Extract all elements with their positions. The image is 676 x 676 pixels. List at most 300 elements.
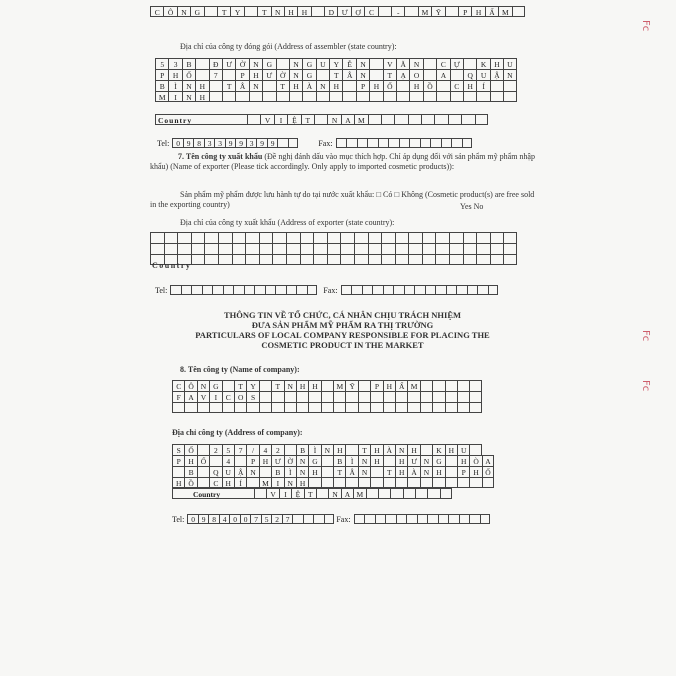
grid-cell [354, 254, 368, 265]
phone-digit-cell [438, 514, 449, 524]
grid-cell: Ư [407, 455, 419, 466]
grid-cell [354, 232, 368, 243]
grid-cell [378, 488, 390, 499]
grid-cell [150, 243, 164, 254]
grid-cell: Ô [184, 380, 196, 391]
grid-cell: A [436, 69, 449, 80]
phone-digit-cell: 7 [250, 514, 261, 524]
grid-cell: G [302, 69, 315, 80]
phone-digit-cell: 8 [193, 138, 204, 148]
grid-cell: V [266, 488, 278, 499]
grid-row [172, 455, 494, 466]
phone-digit-cell [388, 138, 399, 148]
grid-cell [340, 232, 354, 243]
grid-cell [490, 254, 504, 265]
phone-digit-cell: 9 [256, 138, 267, 148]
grid-cell: Ễ [342, 58, 355, 69]
grid-cell: P [172, 455, 184, 466]
grid-cell [316, 91, 329, 102]
company-fax-label: Fax: [336, 514, 351, 524]
grid-row [150, 232, 517, 243]
exporter-heading-text: (Đề nghị đánh dấu vào mục thích hợp. Chỉ áp dụng đối với sản phẩm mỹ phẩm nhập khẩu) (Name of exporter (Please tick accordingly. Only apply to imported cosmetic products)): [150, 152, 535, 171]
grid-cell [490, 80, 503, 91]
grid-cell [407, 391, 419, 402]
grid-cell [286, 243, 300, 254]
grid-cell [449, 254, 463, 265]
grid-cell: N [197, 380, 209, 391]
grid-cell: O [409, 69, 422, 80]
grid-cell: Ư [337, 6, 350, 17]
grid-cell: Â [345, 466, 357, 477]
grid-cell: A [482, 455, 494, 466]
phone-digit-cell [462, 138, 473, 148]
exporter-heading-number: 7. Tên công ty xuất khẩu [178, 152, 263, 161]
grid-cell [369, 69, 382, 80]
grid-cell: Ờ [235, 58, 248, 69]
grid-cell [390, 488, 402, 499]
grid-cell: H [369, 80, 382, 91]
grid-cell [381, 243, 395, 254]
grid-cell [420, 444, 432, 455]
grid-cell [345, 391, 357, 402]
grid-cell: H [457, 455, 469, 466]
grid-cell: - [391, 6, 404, 17]
grid-row [155, 91, 517, 102]
local-heading-line-4: COSMETIC PRODUCT IN THE MARKET [261, 340, 424, 350]
assembler-address-label: Địa chỉ của công ty đóng gói (Address of assembler (state country): [180, 42, 397, 51]
phone-digit-cell [399, 138, 410, 148]
grid-cell [234, 455, 246, 466]
grid-cell [370, 477, 382, 488]
grid-cell: N [356, 69, 369, 80]
grid-cell [313, 232, 327, 243]
grid-cell: Ố [182, 69, 195, 80]
grid-cell: I [168, 91, 181, 102]
phone-digit-cell [435, 285, 446, 295]
grid-cell: T [358, 444, 370, 455]
grid-cell: H [297, 6, 310, 17]
assembler-fax-label: Fax: [318, 138, 333, 148]
grid-cell: H [222, 477, 234, 488]
grid-cell: H [195, 80, 208, 91]
grid-cell: H [284, 6, 297, 17]
grid-cell: Ờ [284, 455, 296, 466]
phone-digit-cell [336, 138, 347, 148]
phone-digit-cell [417, 514, 428, 524]
grid-cell: A [341, 114, 354, 125]
grid-cell: T [271, 380, 283, 391]
grid-cell: N [296, 466, 308, 477]
phone-digit-cell: 3 [214, 138, 225, 148]
grid-cell: D [324, 6, 337, 17]
grid-cell: H [249, 69, 262, 80]
grid-cell: H [445, 444, 457, 455]
grid-cell [408, 243, 422, 254]
phone-digit-cell: 2 [271, 514, 282, 524]
grid-cell: N [177, 6, 190, 17]
phone-digit-cell [254, 285, 265, 295]
grid-cell [321, 402, 333, 413]
grid-cell: Í [234, 477, 246, 488]
grid-cell: A [341, 488, 353, 499]
grid-cell: H [259, 455, 271, 466]
grid-cell: N [296, 455, 308, 466]
grid-cell: H [407, 444, 419, 455]
grid-cell: H [172, 477, 184, 488]
grid-cell: N [327, 114, 340, 125]
assembler-country-label: Country [155, 114, 247, 125]
grid-cell: H [289, 80, 302, 91]
grid-cell [463, 254, 477, 265]
grid-cell [184, 402, 196, 413]
grid-row [150, 6, 525, 17]
grid-cell [503, 80, 516, 91]
exporter-tel-label: Tel: [155, 285, 168, 295]
grid-cell [476, 254, 490, 265]
grid-cell [368, 243, 382, 254]
grid-cell: B [182, 58, 195, 69]
phone-digit-cell [202, 285, 213, 295]
grid-cell [435, 243, 449, 254]
grid-cell: N [321, 444, 333, 455]
grid-cell [420, 477, 432, 488]
exporter-heading [150, 152, 535, 172]
grid-cell [395, 402, 407, 413]
phone-digit-cell: 0 [229, 514, 240, 524]
grid-cell [259, 254, 273, 265]
grid-cell: / [246, 444, 258, 455]
phone-digit-cell [459, 514, 470, 524]
grid-cell: M [418, 6, 431, 17]
grid-cell [289, 91, 302, 102]
phone-digit-cell [409, 138, 420, 148]
grid-cell [445, 380, 457, 391]
phone-digit-cell [456, 285, 467, 295]
grid-cell [276, 91, 289, 102]
grid-cell [463, 232, 477, 243]
phone-digit-cell [223, 285, 234, 295]
phone-digit-cell [469, 514, 480, 524]
grid-cell [457, 391, 469, 402]
grid-cell: B [184, 466, 196, 477]
grid-cell: N [358, 455, 370, 466]
grid-cell [300, 232, 314, 243]
grid-cell: T [333, 466, 345, 477]
grid-cell [234, 402, 246, 413]
grid-cell: G [209, 380, 221, 391]
grid-cell [423, 58, 436, 69]
grid-cell: H [333, 444, 345, 455]
grid-cell [284, 391, 296, 402]
grid-cell [440, 488, 452, 499]
grid-cell [286, 254, 300, 265]
grid-cell: C [450, 80, 463, 91]
phone-digit-cell [362, 285, 373, 295]
grid-row [155, 69, 517, 80]
company-address-grid [172, 444, 494, 488]
grid-cell [450, 91, 463, 102]
grid-cell: N [358, 466, 370, 477]
grid-cell: G [302, 58, 315, 69]
phone-digit-cell [357, 138, 368, 148]
grid-cell: N [182, 91, 195, 102]
phone-digit-cell: 4 [219, 514, 230, 524]
grid-cell: G [432, 455, 444, 466]
grid-cell: H [409, 80, 422, 91]
phone-digit-cell [244, 285, 255, 295]
grid-cell: Ì [345, 455, 357, 466]
grid-cell [262, 91, 275, 102]
grid-cell [407, 402, 419, 413]
grid-cell: P [370, 380, 382, 391]
grid-cell [209, 402, 221, 413]
grid-cell [469, 477, 481, 488]
grid-cell [342, 80, 355, 91]
grid-cell [408, 232, 422, 243]
grid-cell [457, 477, 469, 488]
company-address-label: Địa chỉ công ty (Address of company): [172, 428, 303, 437]
grid-cell: B [155, 80, 168, 91]
grid-row [172, 402, 482, 413]
grid-cell [272, 232, 286, 243]
grid-cell [313, 254, 327, 265]
grid-cell: B [333, 455, 345, 466]
grid-cell: M [498, 6, 511, 17]
grid-cell [191, 243, 205, 254]
grid-cell: 3 [168, 58, 181, 69]
grid-cell: H [296, 477, 308, 488]
phone-digit-cell [393, 285, 404, 295]
grid-cell: Ố [383, 80, 396, 91]
grid-cell [445, 455, 457, 466]
grid-cell: Ố [197, 455, 209, 466]
grid-cell [369, 91, 382, 102]
grid-cell [204, 6, 217, 17]
grid-cell [259, 391, 271, 402]
phone-digit-cell [406, 514, 417, 524]
grid-cell: H [329, 80, 342, 91]
grid-cell: N [420, 466, 432, 477]
grid-cell [422, 232, 436, 243]
grid-cell [302, 91, 315, 102]
grid-cell [475, 114, 488, 125]
grid-cell [469, 380, 481, 391]
phone-digit-cell: 0 [187, 514, 198, 524]
grid-cell: Â [342, 69, 355, 80]
phone-digit-cell [420, 138, 431, 148]
grid-cell: I [279, 488, 291, 499]
phone-digit-cell [364, 514, 375, 524]
company-phone-row [172, 514, 490, 524]
phone-digit-cell [404, 285, 415, 295]
grid-cell: I [271, 477, 283, 488]
grid-cell [345, 477, 357, 488]
grid-cell [296, 391, 308, 402]
grid-row [155, 58, 517, 69]
grid-cell [383, 91, 396, 102]
grid-cell [395, 477, 407, 488]
grid-cell [259, 232, 273, 243]
grid-cell [235, 91, 248, 102]
grid-cell: T [383, 466, 395, 477]
grid-cell: T [301, 114, 314, 125]
grid-cell: H [308, 380, 320, 391]
exporter-phone-row [155, 285, 498, 295]
grid-row [155, 80, 517, 91]
grid-cell: 5 [155, 58, 168, 69]
grid-cell: H [308, 466, 320, 477]
grid-cell: S [246, 391, 258, 402]
grid-cell [476, 91, 489, 102]
grid-cell: K [432, 444, 444, 455]
phone-digit-cell: 9 [198, 514, 209, 524]
grid-cell [284, 444, 296, 455]
grid-cell: C [222, 391, 234, 402]
phone-digit-cell [275, 285, 286, 295]
company-country-row [172, 488, 452, 499]
grid-cell: N [289, 69, 302, 80]
red-stamp-mark-middle: Fc [640, 330, 651, 342]
grid-cell: Y [329, 58, 342, 69]
company-country-label: Country [172, 488, 254, 499]
grid-cell: H [395, 455, 407, 466]
grid-cell: T [329, 69, 342, 80]
grid-cell [476, 232, 490, 243]
grid-cell: H [184, 455, 196, 466]
grid-cell: I [209, 391, 221, 402]
grid-cell [259, 243, 273, 254]
grid-cell [197, 466, 209, 477]
grid-cell: C [364, 6, 377, 17]
grid-cell [381, 232, 395, 243]
phone-digit-cell [396, 514, 407, 524]
grid-cell: 2 [271, 444, 283, 455]
phone-digit-cell [288, 138, 299, 148]
phone-digit-cell: 9 [183, 138, 194, 148]
grid-cell [503, 243, 517, 254]
grid-cell: À [407, 466, 419, 477]
grid-cell: H [432, 466, 444, 477]
grid-cell [164, 232, 178, 243]
grid-cell [432, 380, 444, 391]
grid-cell: H [395, 466, 407, 477]
grid-cell [172, 466, 184, 477]
grid-cell [222, 91, 235, 102]
company-name-row-top [150, 6, 525, 17]
grid-cell [333, 477, 345, 488]
grid-cell [245, 254, 259, 265]
grid-cell [422, 254, 436, 265]
company-name-label: 8. Tên công ty (Name of company): [180, 365, 300, 374]
grid-cell: M [155, 91, 168, 102]
grid-cell: C [150, 6, 163, 17]
grid-cell [448, 114, 461, 125]
phone-digit-cell: 7 [282, 514, 293, 524]
grid-cell: V [383, 58, 396, 69]
phone-digit-cell [292, 514, 303, 524]
grid-cell: Y [230, 6, 243, 17]
phone-digit-cell: 9 [235, 138, 246, 148]
grid-cell: À [302, 80, 315, 91]
grid-cell: 7 [209, 69, 222, 80]
grid-cell: Ư [222, 58, 235, 69]
grid-cell: P [458, 6, 471, 17]
phone-digit-cell [451, 138, 462, 148]
grid-cell: Ì [308, 444, 320, 455]
phone-digit-cell [467, 285, 478, 295]
grid-cell [395, 254, 409, 265]
grid-cell: H [168, 69, 181, 80]
grid-cell [366, 488, 378, 499]
grid-cell: Ồ [184, 477, 196, 488]
grid-cell [300, 254, 314, 265]
grid-cell [469, 391, 481, 402]
grid-cell [222, 402, 234, 413]
grid-cell: T [304, 488, 316, 499]
red-stamp-mark-lower: Fc [640, 380, 651, 392]
grid-cell: F [172, 391, 184, 402]
grid-cell [311, 6, 324, 17]
grid-cell: O [234, 391, 246, 402]
grid-cell [435, 254, 449, 265]
phone-digit-cell [480, 514, 491, 524]
grid-cell [172, 402, 184, 413]
grid-cell [254, 488, 266, 499]
grid-cell [378, 6, 391, 17]
grid-cell [381, 114, 394, 125]
grid-cell: N [503, 69, 516, 80]
grid-cell: U [457, 444, 469, 455]
phone-digit-cell [324, 514, 335, 524]
grid-cell: H [296, 380, 308, 391]
phone-digit-cell [307, 285, 318, 295]
grid-cell [368, 114, 381, 125]
grid-cell [420, 391, 432, 402]
grid-cell [420, 380, 432, 391]
grid-cell: M [354, 114, 367, 125]
grid-cell [195, 58, 208, 69]
grid-row [150, 254, 517, 265]
phone-digit-cell [346, 138, 357, 148]
grid-cell: Ố [482, 466, 494, 477]
grid-cell [395, 232, 409, 243]
grid-cell: N [289, 58, 302, 69]
grid-cell: H [383, 380, 395, 391]
grid-cell [463, 91, 476, 102]
grid-cell [407, 477, 419, 488]
grid-cell [218, 232, 232, 243]
phone-digit-cell [351, 285, 362, 295]
grid-cell [461, 114, 474, 125]
phone-digit-cell: 8 [208, 514, 219, 524]
grid-cell [395, 391, 407, 402]
grid-cell [358, 380, 370, 391]
grid-cell: N [409, 58, 422, 69]
phone-digit-cell [212, 285, 223, 295]
grid-cell [316, 488, 328, 499]
grid-cell: Ạ [396, 69, 409, 80]
grid-cell [321, 477, 333, 488]
phone-digit-cell [265, 285, 276, 295]
grid-cell [404, 6, 417, 17]
grid-cell: Ì [284, 466, 296, 477]
grid-cell [259, 402, 271, 413]
grid-cell [245, 243, 259, 254]
grid-cell [356, 91, 369, 102]
grid-cell: Ệ [291, 488, 303, 499]
phone-digit-cell [448, 514, 459, 524]
grid-cell [262, 80, 275, 91]
